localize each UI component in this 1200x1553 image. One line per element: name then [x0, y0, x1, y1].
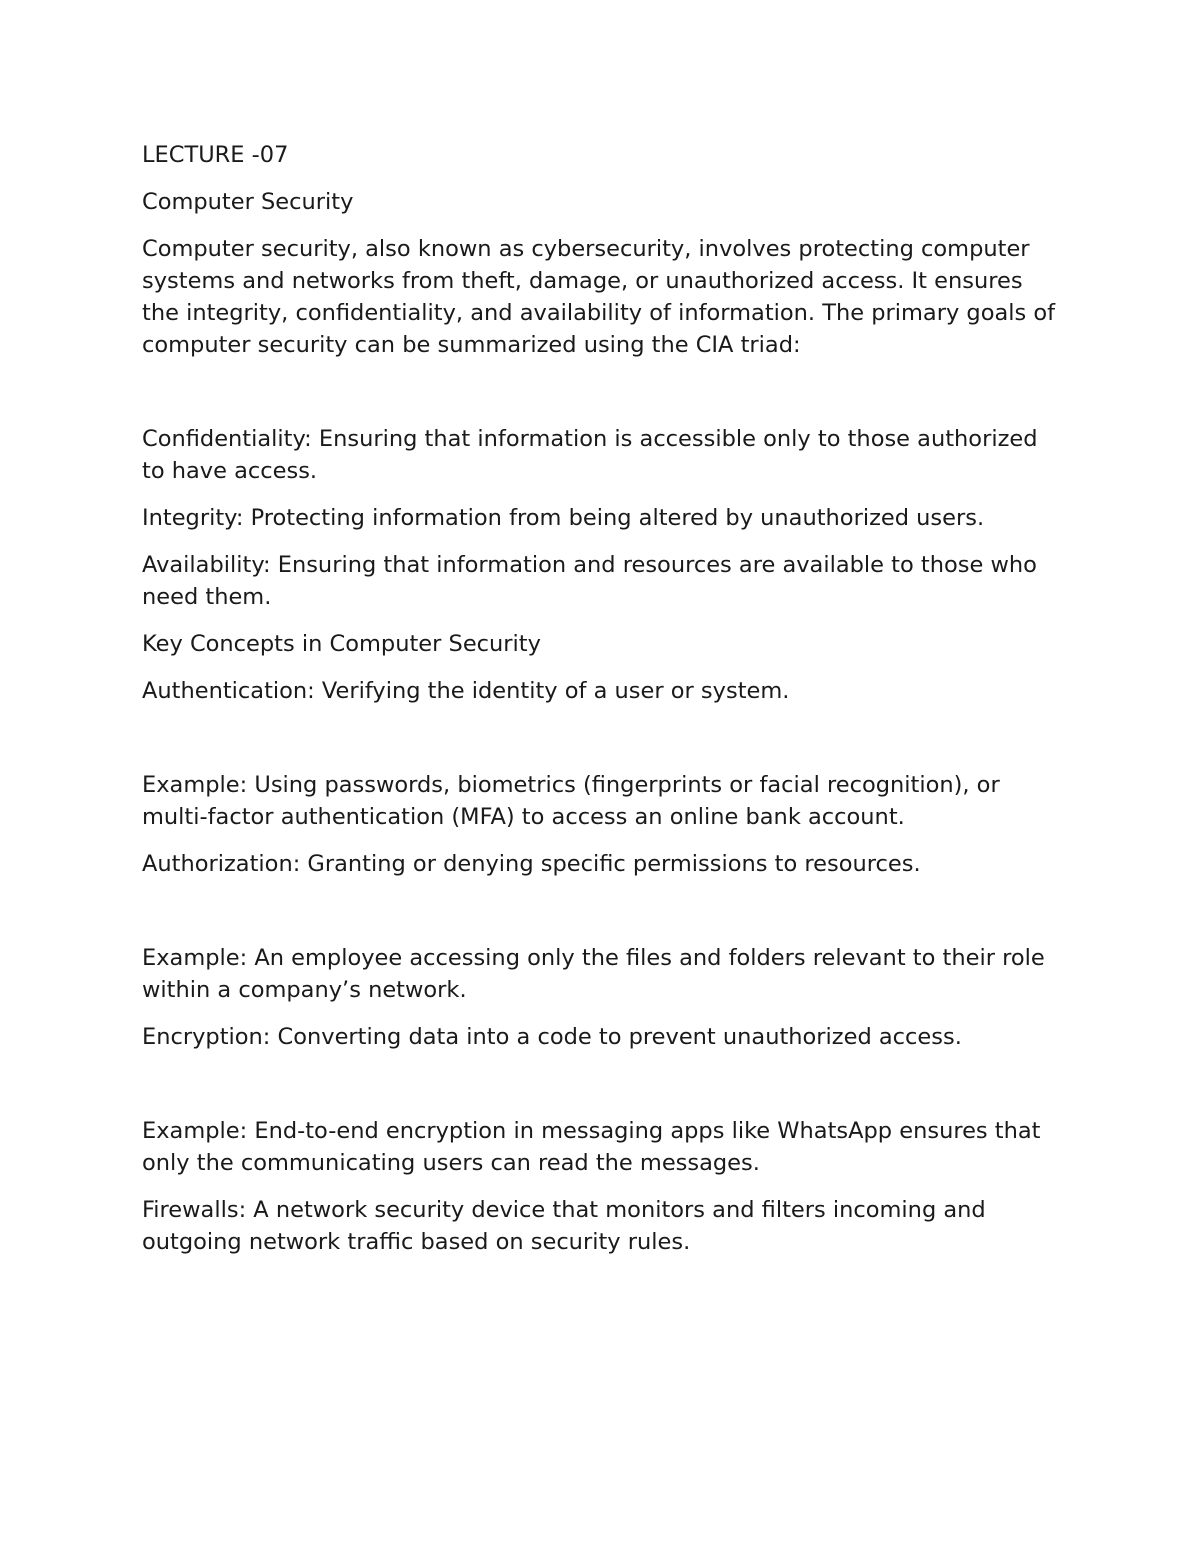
authorization-example: Example: An employee accessing only the files and folders relevant to their role within a company’s network. [142, 945, 1045, 1003]
concept-authentication: Authentication: Verifying the identity of a user or system. [142, 678, 790, 704]
key-concepts-heading: Key Concepts in Computer Security [142, 631, 541, 657]
document-title: Computer Security [142, 189, 354, 215]
cia-integrity: Integrity: Protecting information from being altered by unauthorized users. [142, 505, 985, 531]
concept-authorization: Authorization: Granting or denying specific permissions to resources. [142, 851, 921, 877]
cia-confidentiality: Confidentiality: Ensuring that information is accessible only to those authorized to have access. [142, 426, 1038, 484]
intro-paragraph: Computer security, also known as cybersecurity, involves protecting computer systems and networks from theft, damage, or unauthorized access. It ensures the integrity, confidentiality, and availability of information. The primary goals of computer security can be summarized using the CIA triad: [142, 236, 1056, 358]
cia-availability: Availability: Ensuring that information and resources are available to those who need them. [142, 552, 1037, 610]
lecture-label: LECTURE -07 [142, 142, 289, 168]
authentication-example: Example: Using passwords, biometrics (fingerprints or facial recognition), or multi-factor authentication (MFA) to access an online bank account. [142, 772, 1000, 830]
document-body [142, 139, 1062, 1258]
encryption-example: Example: End-to-end encryption in messaging apps like WhatsApp ensures that only the communicating users can read the messages. [142, 1118, 1041, 1176]
concept-firewalls: Firewalls: A network security device that monitors and filters incoming and outgoing network traffic based on security rules. [142, 1197, 986, 1255]
concept-encryption: Encryption: Converting data into a code to prevent unauthorized access. [142, 1024, 962, 1050]
